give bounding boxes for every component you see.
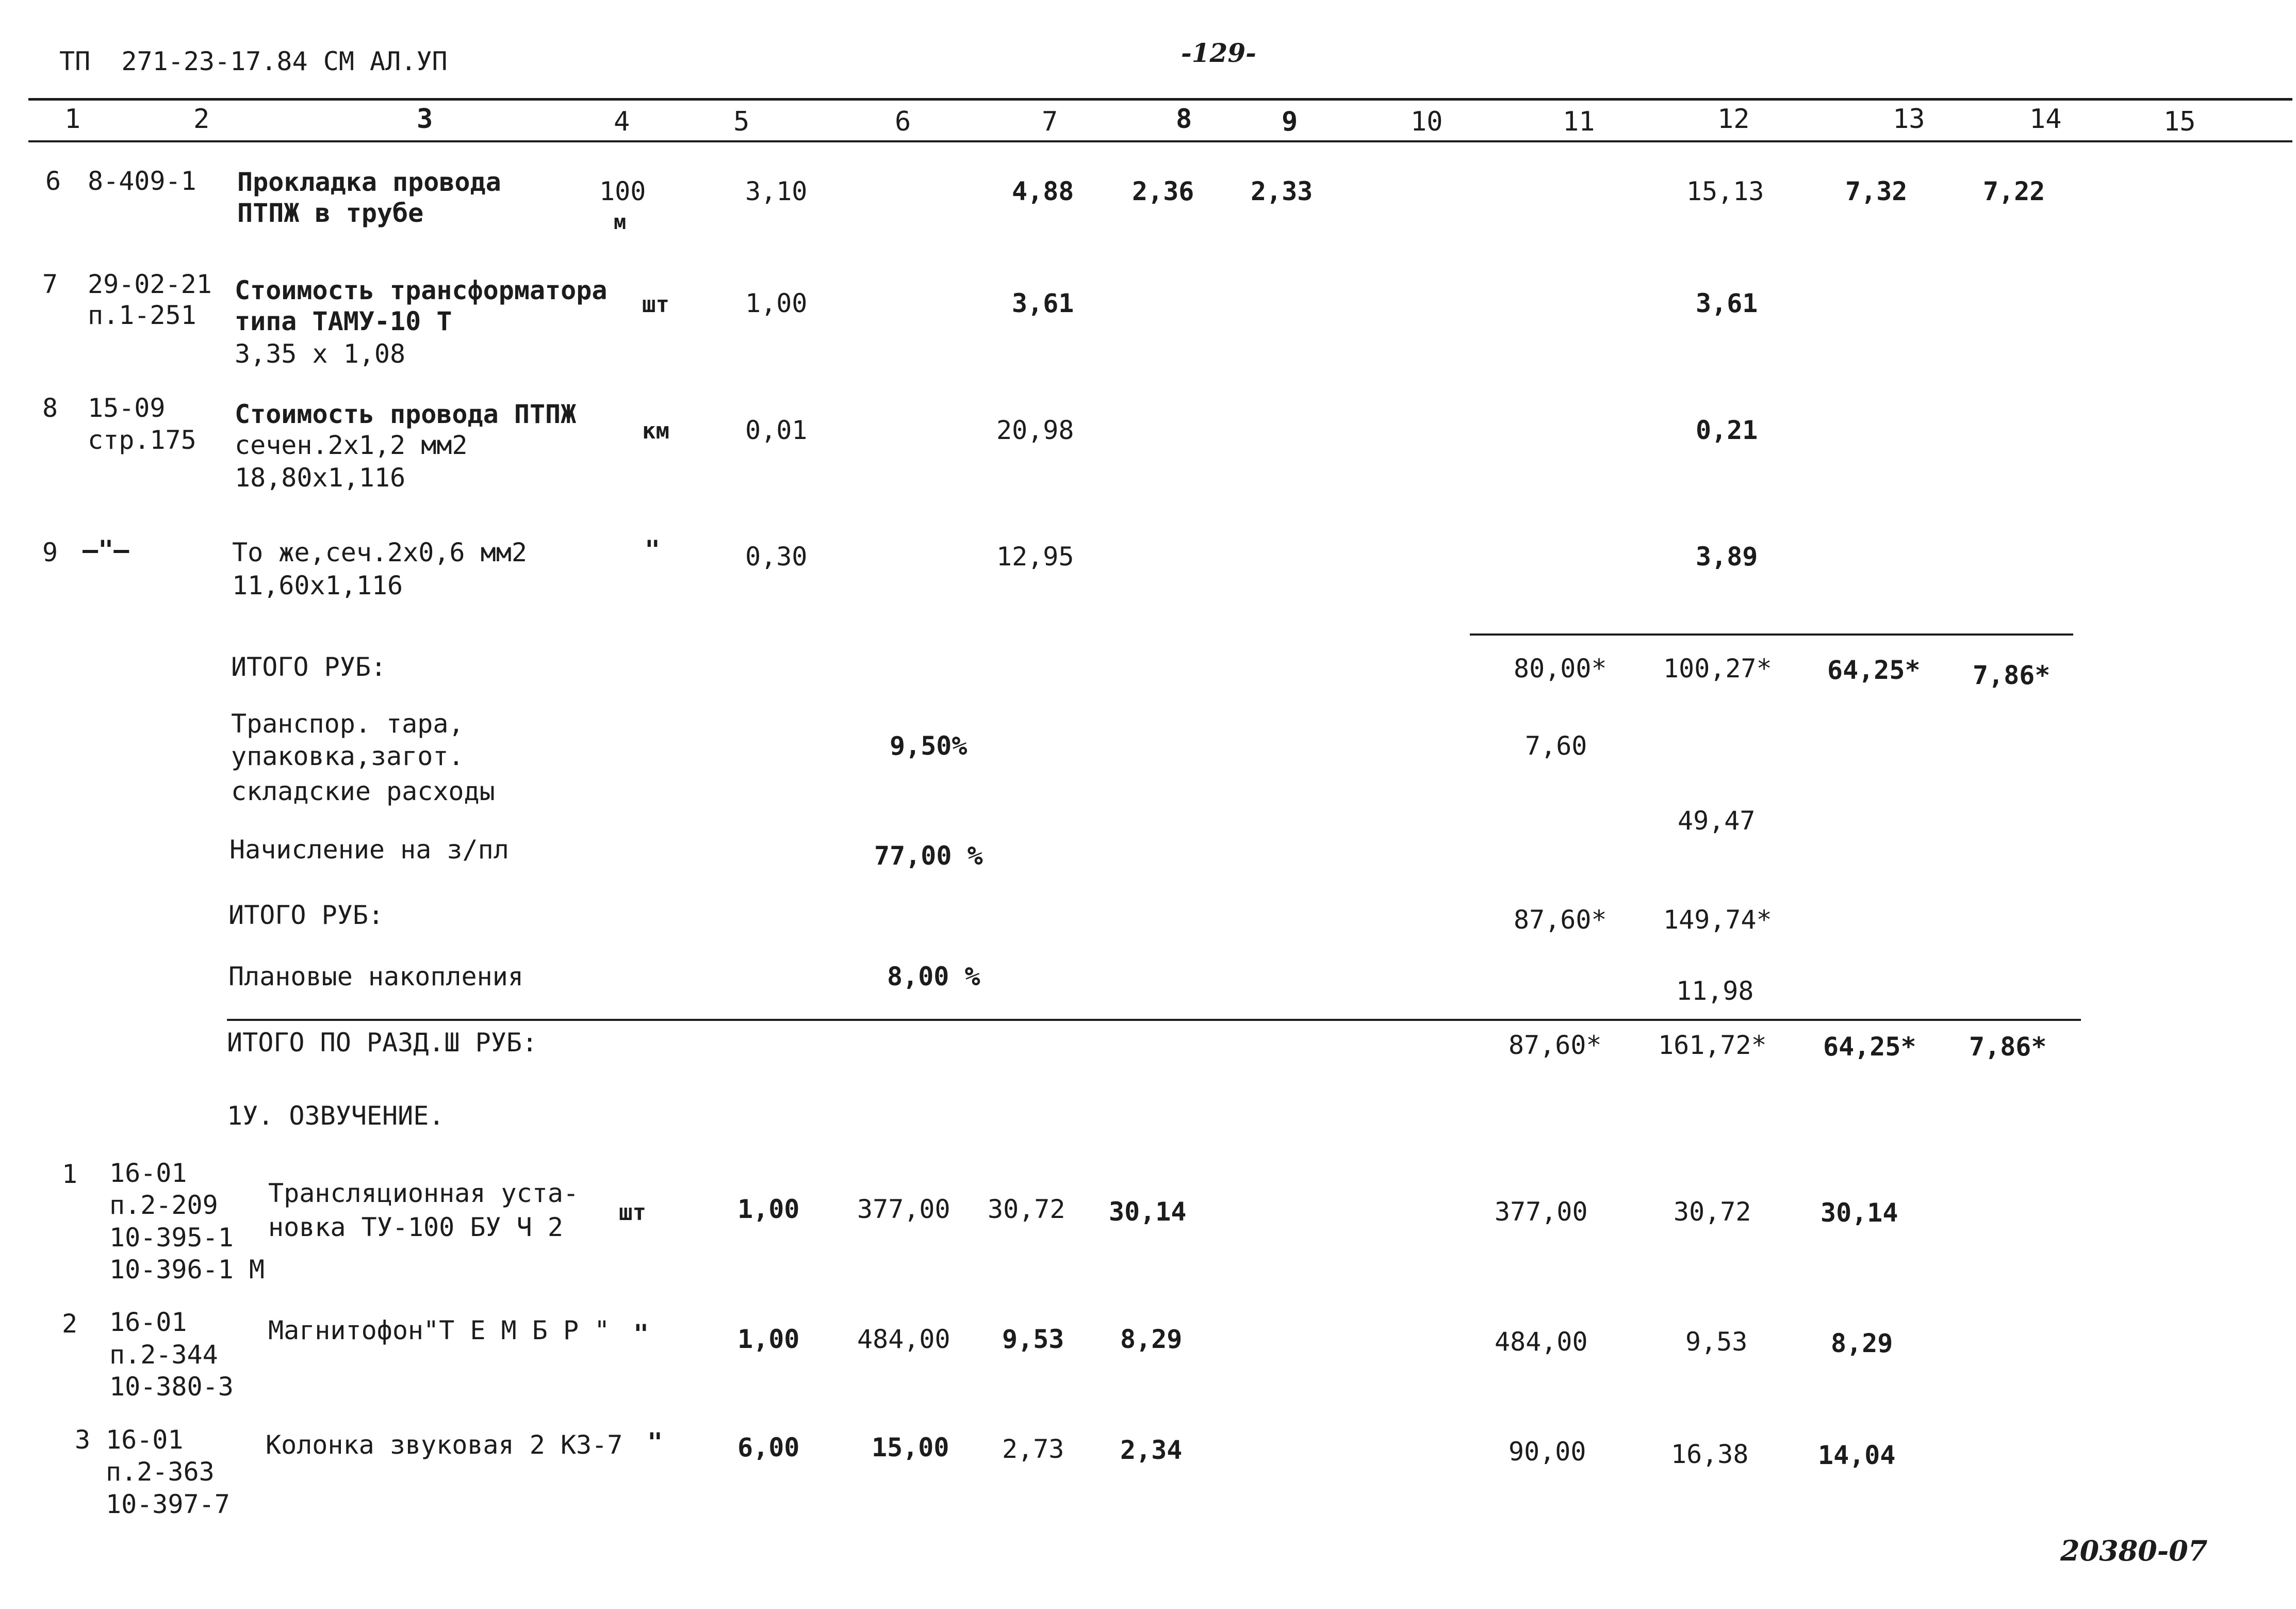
transport-label-line3: складские расходы	[231, 776, 495, 806]
row-8-name-line2: сечен.2х1,2 мм2	[235, 430, 468, 460]
row-6-code: 8-409-1	[88, 166, 196, 196]
row-8-unit: км	[642, 418, 669, 444]
s4-row-1-name-line1: Трансляционная уста-	[268, 1178, 579, 1208]
col-header-15: 15	[2163, 106, 2196, 137]
section-4-title: 1У. ОЗВУЧЕНИЕ.	[227, 1101, 445, 1131]
s4-row-2-qty: 1,00	[737, 1324, 800, 1354]
col-header-10: 10	[1411, 106, 1443, 137]
s4-row-2-code-line3: 10-380-3	[109, 1372, 234, 1402]
row-7-qty: 1,00	[745, 288, 808, 318]
document-stamp-number: 20380-07	[2060, 1534, 2208, 1567]
row-9-number: 9	[42, 538, 58, 567]
s4-row-3-col7: 2,73	[1002, 1434, 1064, 1464]
s4-row-1-col11: 377,00	[1495, 1197, 1588, 1227]
s4-row-1-col6: 377,00	[857, 1194, 950, 1224]
s4-row-2-col13: 8,29	[1831, 1328, 1893, 1358]
itogo-razdel-label: ИТОГО ПО РАЗД.Ш РУБ:	[227, 1028, 538, 1058]
row-7-unit: шт	[642, 291, 669, 318]
s4-row-2-col7: 9,53	[1002, 1324, 1064, 1354]
s4-row-3-name: Колонка звуковая 2 КЗ-7	[266, 1430, 623, 1460]
s4-row-1-col7: 30,72	[988, 1194, 1065, 1224]
s4-row-1-col12: 30,72	[1674, 1197, 1751, 1227]
col-header-3: 3	[417, 104, 433, 135]
row-9-col7: 12,95	[996, 542, 1074, 572]
page-number: -129-	[1181, 38, 1256, 68]
s4-row-2-code-line2: п.2-344	[109, 1340, 218, 1370]
s4-row-3-code-line1: 16-01	[106, 1425, 184, 1455]
s4-row-2-col8: 8,29	[1120, 1324, 1183, 1354]
row-6-name-line1: Прокладка провода	[237, 167, 501, 197]
itogo-2-col11: 87,60*	[1514, 905, 1607, 935]
s4-row-1-number: 1	[62, 1159, 78, 1189]
nachislenie-percent: 77,00 %	[874, 841, 983, 871]
totals-rule-1	[1470, 633, 2073, 636]
s4-row-2-col6: 484,00	[857, 1324, 950, 1354]
row-8-code-line1: 15-09	[88, 393, 166, 423]
row-6-name-line2: ПТПЖ в трубе	[237, 198, 424, 228]
col-header-8: 8	[1176, 104, 1192, 135]
nachislenie-col12: 49,47	[1678, 806, 1756, 836]
transport-percent: 9,50%	[890, 731, 967, 761]
row-6-col8: 2,36	[1132, 176, 1194, 206]
col-header-14: 14	[2029, 104, 2062, 135]
itogo-2-col12: 149,74*	[1663, 905, 1772, 935]
row-9-col12: 3,89	[1696, 542, 1758, 572]
col-header-9: 9	[1282, 106, 1298, 137]
s4-row-3-code-line2: п.2-363	[106, 1457, 215, 1487]
row-6-qty: 3,10	[745, 176, 808, 206]
row-9-name-line2: 11,60х1,116	[232, 571, 403, 600]
itogo-1-col12: 100,27*	[1663, 654, 1772, 684]
s4-row-1-unit: шт	[619, 1199, 646, 1226]
s4-row-3-number: 3	[75, 1425, 91, 1455]
row-8-code-line2: стр.175	[88, 425, 196, 455]
s4-row-1-col13: 30,14	[1821, 1198, 1898, 1228]
itogo-1-col13: 64,25*	[1827, 655, 1921, 685]
row-9-code-ditto: —"—	[83, 535, 129, 565]
s4-row-2-name: Магнитофон"Т Е М Б Р "	[268, 1315, 610, 1345]
row-7-code-line2: п.1-251	[88, 300, 196, 330]
row-6-unit-line1: 100	[599, 176, 646, 206]
col-header-5: 5	[733, 106, 750, 137]
row-6-col7: 4,88	[1012, 176, 1074, 206]
s4-row-2-number: 2	[62, 1309, 78, 1339]
col-header-6: 6	[895, 106, 911, 137]
row-6-col14: 7,22	[1983, 176, 2045, 206]
totals-rule-2	[227, 1019, 2081, 1021]
row-8-col12: 0,21	[1696, 415, 1758, 445]
row-7-code-line1: 29-02-21	[88, 269, 212, 299]
transport-col11: 7,60	[1525, 731, 1587, 761]
s4-row-1-code-line4: 10-396-1 М	[109, 1255, 265, 1285]
header-top-rule	[28, 98, 2292, 101]
planovye-percent: 8,00 %	[887, 962, 980, 992]
row-9-name-line1: То же,сеч.2х0,6 мм2	[232, 538, 527, 567]
s4-row-1-code-line3: 10-395-1	[109, 1223, 234, 1253]
planovye-label: Плановые накопления	[228, 962, 523, 992]
s4-row-2-col11: 484,00	[1495, 1327, 1588, 1357]
s4-row-3-col6: 15,00	[872, 1433, 949, 1462]
s4-row-3-col12: 16,38	[1671, 1439, 1749, 1469]
itogo-razdel-col12: 161,72*	[1658, 1030, 1767, 1060]
s4-row-2-code-line1: 16-01	[109, 1307, 187, 1337]
col-header-7: 7	[1042, 106, 1058, 137]
row-7-col12: 3,61	[1696, 288, 1758, 318]
transport-label-line2: упаковка,загот.	[231, 741, 464, 771]
row-6-unit-line2: м	[614, 210, 627, 234]
s4-row-3-col11: 90,00	[1508, 1437, 1586, 1467]
row-7-name-line3: 3,35 х 1,08	[235, 339, 406, 369]
col-header-12: 12	[1717, 104, 1750, 135]
s4-row-3-col8: 2,34	[1120, 1435, 1183, 1465]
planovye-col12: 11,98	[1676, 976, 1754, 1006]
row-8-name-line1: Стоимость провода ПТПЖ	[235, 399, 577, 429]
col-header-2: 2	[193, 104, 210, 135]
itogo-razdel-col14: 7,86*	[1969, 1032, 2047, 1062]
s4-row-1-code-line1: 16-01	[109, 1158, 187, 1188]
itogo-1-label: ИТОГО РУБ:	[231, 652, 387, 682]
itogo-razdel-col13: 64,25*	[1823, 1032, 1916, 1062]
col-header-4: 4	[614, 106, 630, 137]
s4-row-3-qty: 6,00	[737, 1433, 800, 1462]
s4-row-3-unit-ditto: "	[647, 1427, 663, 1457]
row-8-qty: 0,01	[745, 415, 808, 445]
row-9-unit-ditto: "	[645, 535, 661, 565]
row-7-col7: 3,61	[1012, 288, 1074, 318]
s4-row-2-col12: 9,53	[1685, 1327, 1748, 1357]
s4-row-1-code-line2: п.2-209	[109, 1190, 218, 1220]
row-7-name-line2: типа ТАМУ-10 Т	[235, 306, 452, 336]
s4-row-1-name-line2: новка ТУ-100 БУ Ч 2	[268, 1212, 563, 1242]
s4-row-1-col8: 30,14	[1109, 1197, 1187, 1227]
row-8-name-line3: 18,80х1,116	[235, 463, 406, 493]
nachislenie-label: Начисление на з/пл	[229, 835, 509, 865]
itogo-1-col11: 80,00*	[1514, 654, 1607, 684]
itogo-2-label: ИТОГО РУБ:	[228, 900, 384, 930]
col-header-1: 1	[64, 104, 81, 135]
row-7-name-line1: Стоимость трансформатора	[235, 275, 608, 305]
document-code: ТП 271-23-17.84 СМ АЛ.УП	[59, 46, 448, 76]
itogo-razdel-col11: 87,60*	[1508, 1030, 1602, 1060]
s4-row-3-col13: 14,04	[1818, 1440, 1896, 1470]
col-header-11: 11	[1563, 106, 1595, 137]
s4-row-3-code-line3: 10-397-7	[106, 1489, 230, 1519]
row-6-col12: 15,13	[1686, 176, 1764, 206]
s4-row-1-qty: 1,00	[737, 1194, 800, 1224]
row-6-col13: 7,32	[1845, 176, 1908, 206]
row-8-number: 8	[42, 393, 58, 423]
row-7-number: 7	[42, 269, 58, 299]
col-header-13: 13	[1893, 104, 1925, 135]
row-8-col7: 20,98	[996, 415, 1074, 445]
row-6-number: 6	[45, 166, 61, 196]
header-bottom-rule	[28, 140, 2292, 142]
s4-row-2-unit-ditto: "	[633, 1319, 649, 1349]
transport-label-line1: Транспор. тара,	[231, 709, 464, 739]
itogo-1-col14: 7,86*	[1973, 660, 2051, 690]
row-6-col9: 2,33	[1251, 176, 1313, 206]
row-9-qty: 0,30	[745, 542, 808, 572]
